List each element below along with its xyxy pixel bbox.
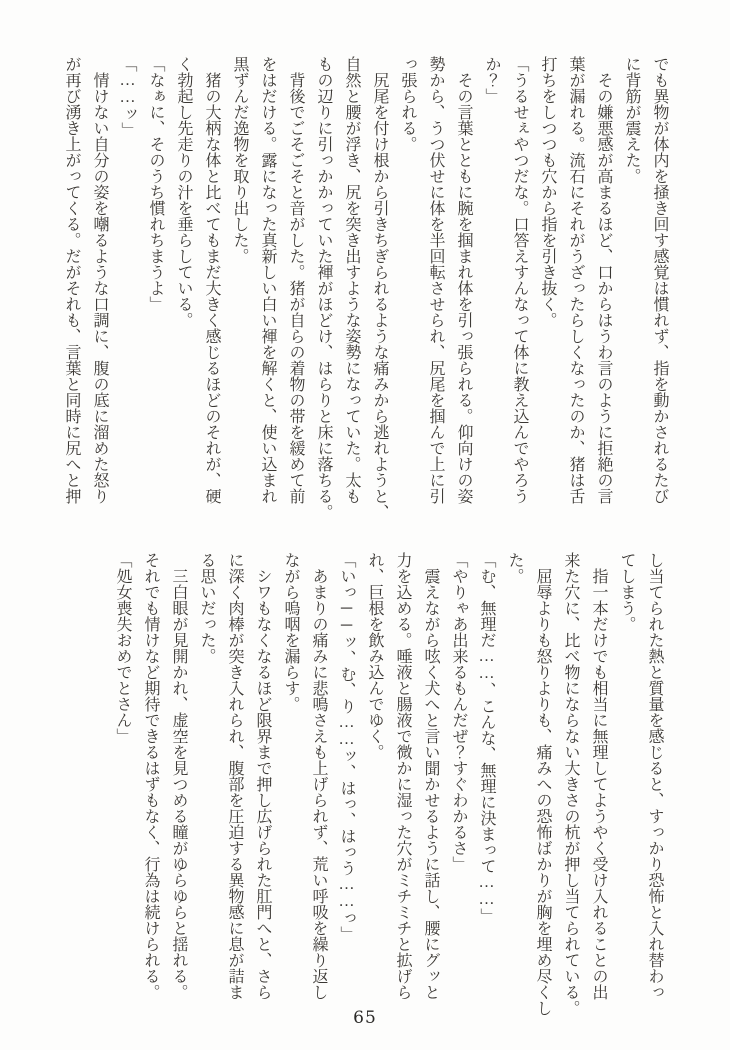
text-column: 「いっ──ッ、む、り……ッ、はっ、はっう……っ」	[338, 552, 355, 942]
text-column: 黒ずんだ逸物を取り出した。	[231, 56, 248, 264]
text-column: 震えながら呟く犬へと言い聞かせるように話し、腰にグッと	[422, 552, 439, 1000]
text-column: れ、巨根を飲み込んでゆく。	[366, 552, 383, 760]
text-column: その言葉とともに腕を掴まれ体を引っ張られる。仰向けの姿	[455, 56, 472, 504]
text-column: 指一本だけでも相当に無理してようやく受け入れることの出	[590, 552, 607, 1000]
text-column: 葉が漏れる。流石にそれがうざったらしくなったのか、猪は舌	[567, 56, 584, 504]
text-column: 尻尾を付け根から引きちぎられるような痛みから逃れようと、	[371, 56, 388, 520]
text-column: に背筋が震えた。	[623, 56, 640, 184]
text-column: っ張られる。	[399, 56, 416, 152]
text-column: が再び湧き上がってくる。だがそれも、言葉と同時に尻へと押	[63, 56, 80, 504]
text-column: く勃起し先走りの汁を垂らしている。	[175, 56, 192, 328]
text-column: 力を込める。唾液と腸液で微かに湿った穴がミチミチと拡げら	[394, 552, 411, 1000]
page-number: 65	[353, 1008, 377, 1028]
text-column: 「なぁに、そのうち慣れちまうよ」	[147, 56, 164, 312]
text-column: 「やりゃあ出来るもんだぜ？すぐわかるさ」	[450, 552, 467, 872]
text-column: 三白眼が見開かれ、虚空を見つめる瞳がゆらゆらと揺れる。	[170, 552, 187, 1000]
text-column: 屈辱よりも怒りよりも、痛みへの恐怖ばかりが胸を埋め尽くし	[534, 552, 551, 1016]
text-column: てしまう。	[618, 552, 635, 632]
text-column: シワもなくなるほど限界まで押し広げられた肛門へと、さら	[254, 552, 271, 1000]
text-column: 来た穴に、比べ物にならない大きさの杭が押し当てられている。	[562, 552, 579, 1016]
text-column: か？」	[483, 56, 500, 104]
text-block-bottom	[108, 552, 668, 1022]
text-column: もの辺りに引っかかっていた褌がほどけ、はらりと床に落ちる。	[315, 56, 332, 520]
text-column: 「……ッ」	[119, 56, 136, 138]
text-column: 背後でごそごそと音がした。猪が自らの着物の帯を緩めて前	[287, 56, 304, 504]
text-column: 打ちをしつつも穴から指を引き抜く。	[539, 56, 556, 328]
text-column: 「うるせぇやつだな。口答えすんなって体に教え込んでやろう	[511, 56, 528, 504]
text-column: をはだける。露になった真新しい白い褌を解くと、使い込まれ	[259, 56, 276, 504]
text-column: に深く肉棒が突き入れられ、腹部を圧迫する異物感に息が詰ま	[226, 552, 243, 1000]
text-column: それでも情けなど期待できるはずもなく、行為は続けられる。	[142, 552, 159, 1000]
text-column: 「む、無理だ……、こんな、無理に決まって……」	[478, 552, 495, 924]
text-block-top	[57, 56, 673, 526]
text-column: る思いだった。	[198, 552, 215, 664]
text-column: 情けない自分の姿を嘲るような口調に、腹の底に溜めた怒り	[91, 56, 108, 504]
text-column: 勢から、うつ伏せに体を半回転させられ、尻尾を掴んで上に引	[427, 56, 444, 504]
text-column: た。	[506, 552, 523, 584]
text-column: あまりの痛みに悲鳴さえも上げられず、荒い呼吸を繰り返し	[310, 552, 327, 1000]
text-column: その嫌悪感が高まるほど、口からはうわ言のように拒絶の言	[595, 56, 612, 504]
text-column: 自然と腰が浮き、尻を突き出すような姿勢になっていた。太も	[343, 56, 360, 504]
text-column: 「処女喪失おめでとさん」	[114, 552, 131, 744]
text-column: でも異物が体内を掻き回す感覚は慣れず、指を動かされるたび	[651, 56, 668, 504]
text-column: 猪の大柄な体と比べてもまだ大きく感じるほどのそれが、硬	[203, 56, 220, 504]
text-column: し当てられた熱と質量を感じると、すっかり恐怖と入れ替わっ	[646, 552, 663, 1000]
text-column: ながら嗚咽を漏らす。	[282, 552, 299, 712]
